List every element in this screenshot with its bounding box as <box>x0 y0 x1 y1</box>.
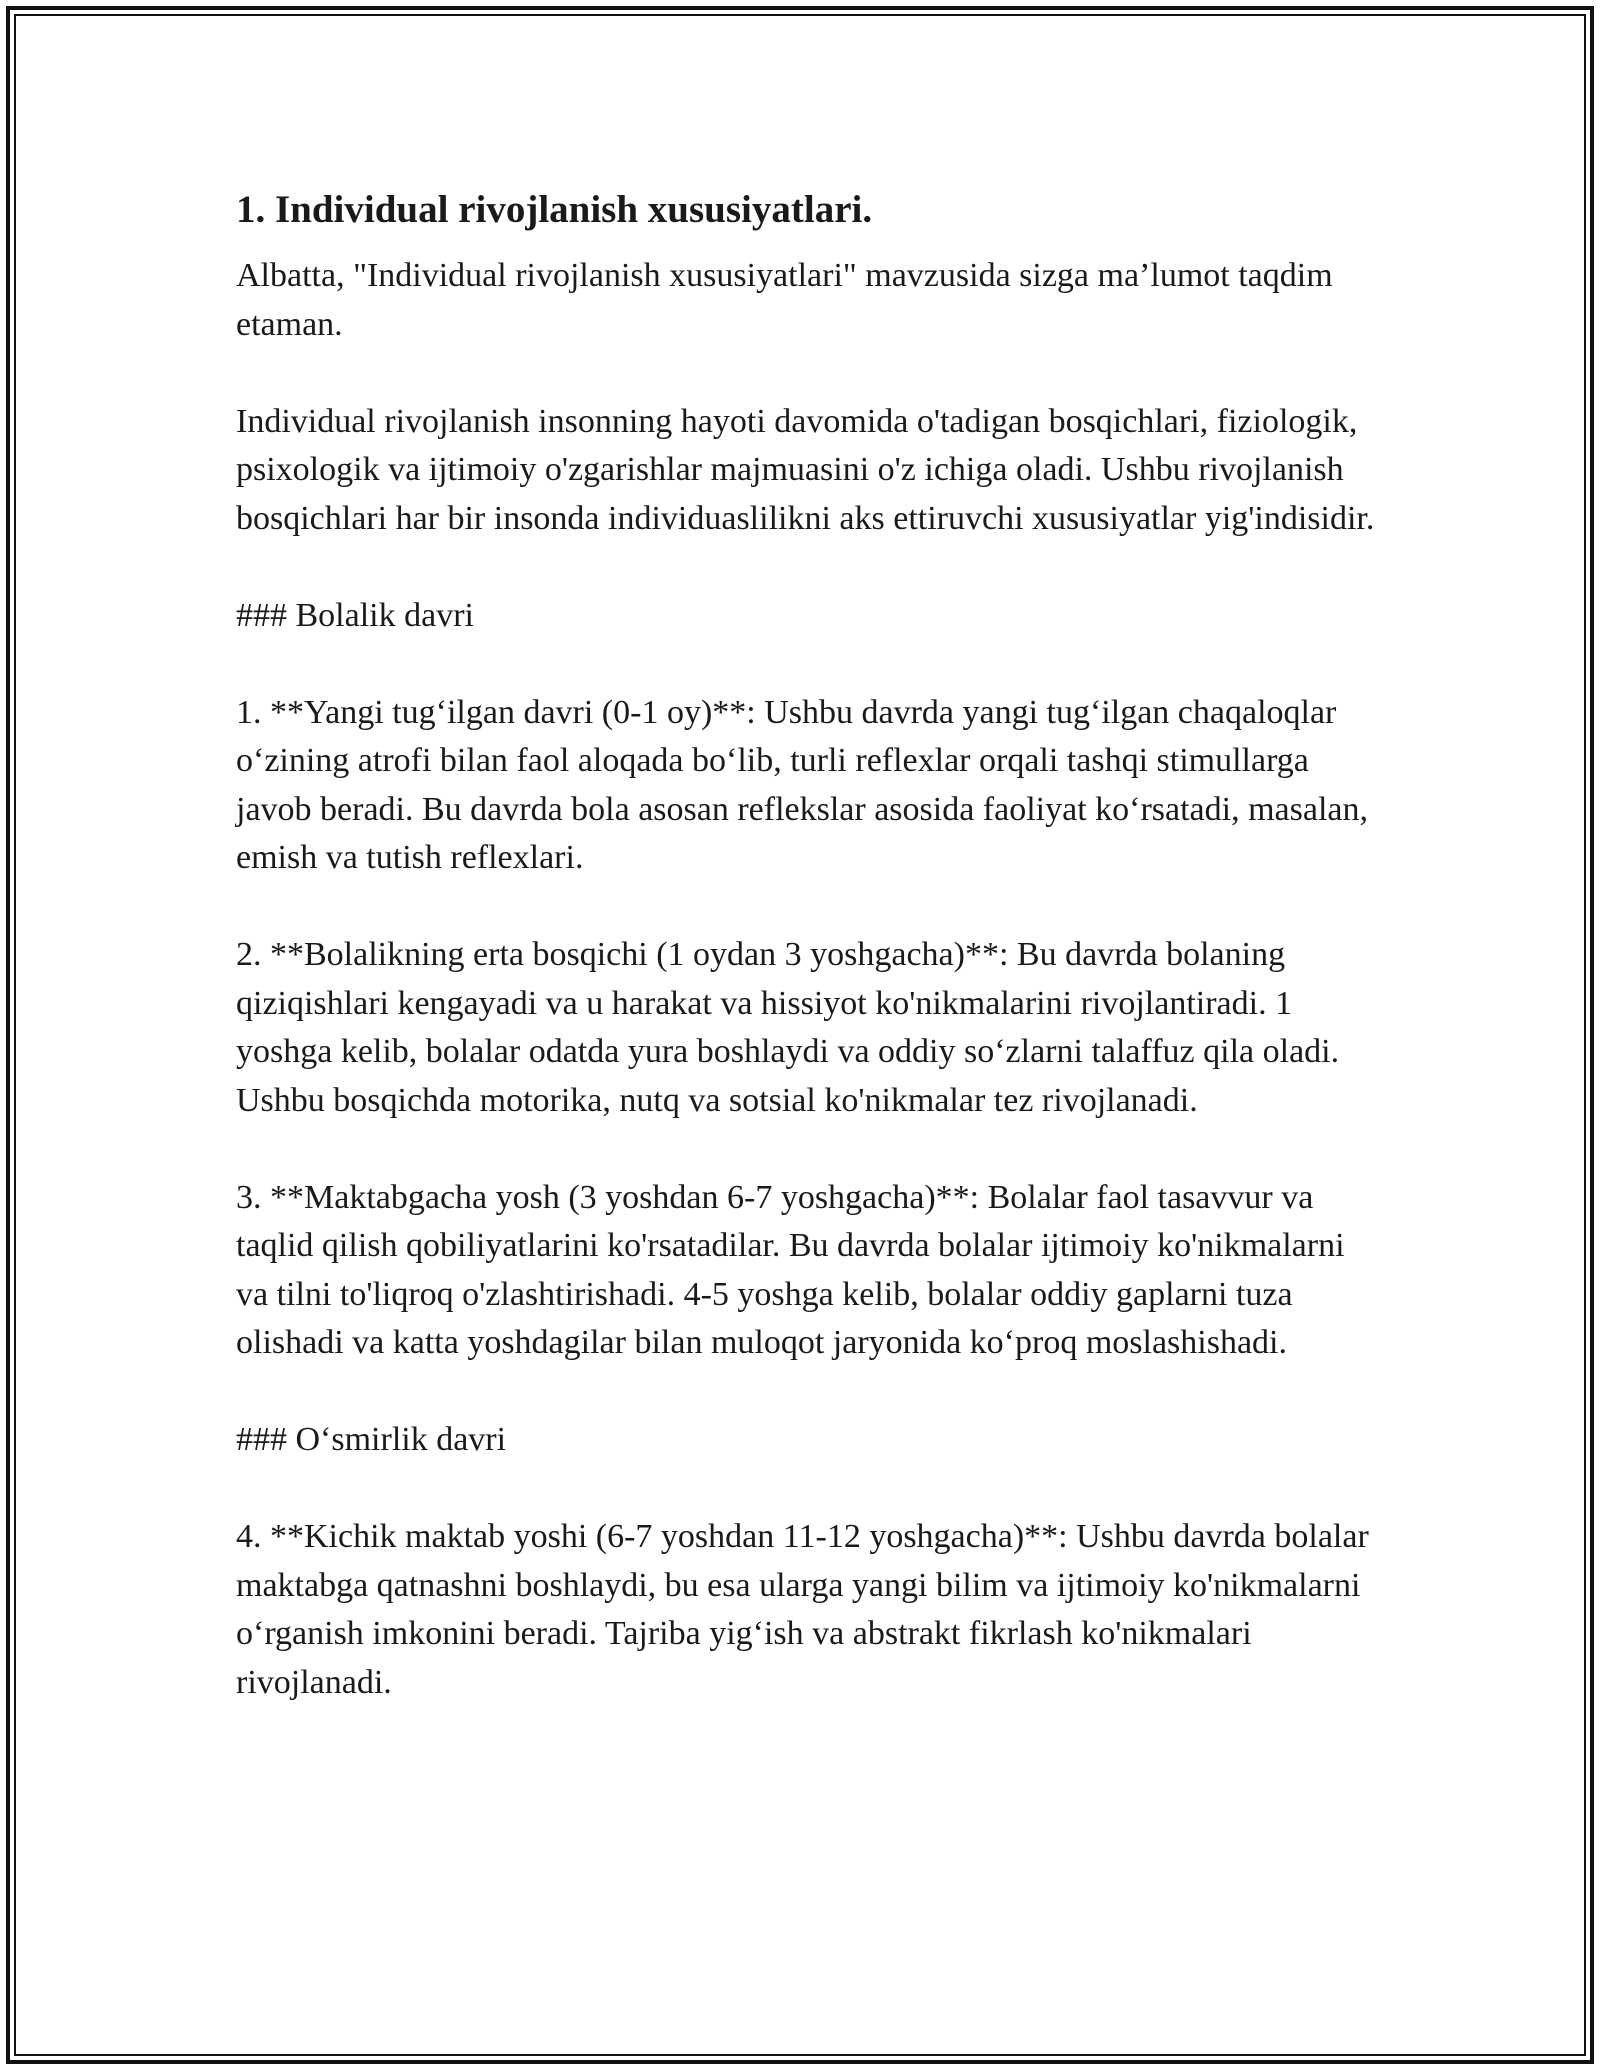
list-item-4: 4. **Kichik maktab yoshi (6-7 yoshdan 11-12 yoshgacha)**: Ushbu davrda bolalar maktabga qatnashni boshlaydi, bu esa ularga yangi bilim va ijtimoiy ko'nikmalarni o‘rganish imkonini beradi. Tajriba yig‘ish va abstrakt fikrlash ko'nikmalari rivojlanadi. <box>236 1518 1369 1701</box>
list-item-1: 1. **Yangi tug‘ilgan davri (0-1 oy)**: Ushbu davrda yangi tug‘ilgan chaqaloqlar o‘zining atrofi bilan faol aloqada bo‘lib, turli reflexlar orqali tashqi stimullarga javob beradi. Bu davrda bola asosan reflekslar asosida faoliyat ko‘rsatadi, masalan, emish va tutish reflexlari. <box>236 693 1368 876</box>
document-title: 1. Individual rivojlanish xususiyatlari. <box>236 188 873 231</box>
document-body <box>236 186 1376 1756</box>
section-heading-bolalik: ### Bolalik davri <box>236 596 474 634</box>
list-item-3: 3. **Maktabgacha yosh (3 yoshdan 6-7 yoshgacha)**: Bolalar faol tasavvur va taqlid qilish qobiliyatlarini ko'rsatadilar. Bu davrda bolalar ijtimoiy ko'nikmalarni va tilni to'liqroq o'zlashtirishadi. 4-5 yoshga kelib, bolalar oddiy gaplarni tuza olishadi va katta yoshdagilar bilan muloqot jaryonida ko‘proq moslashishadi. <box>236 1178 1345 1361</box>
section-heading-osmirlik: ### O‘smirlik davri <box>236 1421 507 1458</box>
list-item-2: 2. **Bolalikning erta bosqichi (1 oydan 3 yoshgacha)**: Bu davrda bolaning qiziqishlari kengayadi va u harakat va hissiyot ko'nikmalarini rivojlantiradi. 1 yoshga kelib, bolalar odatda yura boshlaydi va oddiy so‘zlarni talaffuz qila oladi. Ushbu bosqichda motorika, nutq va sotsial ko'nikmalar tez rivojlanadi. <box>236 936 1340 1119</box>
intro-paragraph: Albatta, "Individual rivojlanish xususiyatlari" mavzusida sizga ma’lumot taqdim etaman. <box>236 257 1333 343</box>
definition-paragraph: Individual rivojlanish insonning hayoti davomida o'tadigan bosqichlari, fiziologik, psixologik va ijtimoiy o'zgarishlar majmuasini o'z ichiga oladi. Ushbu rivojlanish bosqichlari har bir insonda individuaslilikni aks ettiruvchi xususiyatlar yig'indisidir. <box>236 402 1375 537</box>
